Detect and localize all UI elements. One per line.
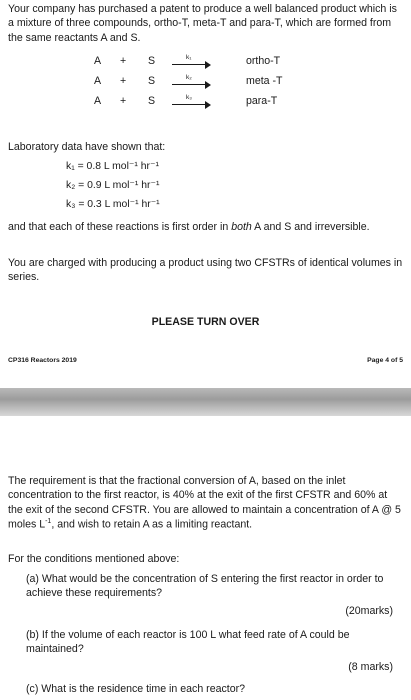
reaction-2 <box>88 74 318 90</box>
rate-constant-label: k₃ <box>186 94 192 101</box>
reaction-1 <box>88 54 318 70</box>
plus-sign: + <box>120 75 127 87</box>
reactant-a: A <box>94 95 102 107</box>
arrow-head-icon <box>205 81 211 89</box>
question-a-marks: (20marks) <box>345 605 393 617</box>
product-label: para-T <box>246 95 278 107</box>
requirement-paragraph: The requirement is that the fractional conversion of A, based on the inlet concentration to the first reactor, is 40% at the exit of the first CFSTR and 60% at the exit of the second CFSTR. You are allowed to maintain a concentration of A @ 5 moles $L^{-1}$, and wish to retain A as a limiting reactant. <box>8 475 401 531</box>
reaction-order-paragraph: and that each of these reactions is first order in both A and S and irreversible. <box>8 221 370 233</box>
arrow-line <box>172 104 206 105</box>
arrow-head-icon <box>205 101 211 109</box>
reactant-s: S <box>148 95 156 107</box>
reactant-s: S <box>148 75 156 87</box>
reaction-arrow-2 <box>172 74 210 90</box>
plus-sign: + <box>120 95 127 107</box>
cfstr-paragraph: You are charged with producing a product using two CFSTRs of identical volumes in series. <box>8 257 403 284</box>
exam-page-5 <box>0 416 411 700</box>
question-c: (c) What is the residence time in each reactor? <box>26 683 246 695</box>
question-a: (a) What would be the concentration of S entering the first reactor in order to achieve these requirements? <box>26 573 384 600</box>
intro-paragraph: Your company has purchased a patent to produce a well balanced product which is a mixture of three compounds, ortho-T, meta-T and para-T, which are formed from the same reactants A and S. <box>8 3 397 44</box>
page-divider <box>0 388 411 416</box>
reaction-arrow-3 <box>172 94 210 110</box>
reaction-arrow-1 <box>172 54 210 70</box>
arrow-line <box>172 64 206 65</box>
reactant-s: S <box>148 55 156 67</box>
rate-constant-k2: k₂ = 0.9 L mol⁻¹ hr⁻¹ <box>66 180 160 191</box>
rate-constant-k1: k₁ = 0.8 L mol⁻¹ hr⁻¹ <box>66 161 159 172</box>
reactant-a: A <box>94 75 102 87</box>
rate-constant-label: k₁ <box>186 54 192 61</box>
superscript: -1 <box>45 518 52 526</box>
footer-course: CP316 Reactors 2019 <box>8 357 77 364</box>
lab-data-heading: Laboratory data have shown that: <box>8 141 166 153</box>
question-b-marks: (8 marks) <box>348 661 393 673</box>
emphasis-both: both <box>231 221 252 233</box>
please-turn-over: PLEASE TURN OVER <box>151 316 260 328</box>
arrow-line <box>172 84 206 85</box>
reaction-3 <box>88 94 318 110</box>
conditions-line: For the conditions mentioned above: <box>8 553 180 565</box>
footer-page-number: Page 4 of 5 <box>367 357 403 364</box>
rate-constant-label: k₂ <box>186 74 192 81</box>
plus-sign: + <box>120 55 127 67</box>
arrow-head-icon <box>205 61 211 69</box>
reactant-a: A <box>94 55 102 67</box>
rate-constant-k3: k₃ = 0.3 L mol⁻¹ hr⁻¹ <box>66 199 160 210</box>
product-label: ortho-T <box>246 55 281 67</box>
question-b: (b) If the volume of each reactor is 100 L what feed rate of A could be maintained? <box>26 629 350 656</box>
product-label: meta -T <box>246 75 283 87</box>
